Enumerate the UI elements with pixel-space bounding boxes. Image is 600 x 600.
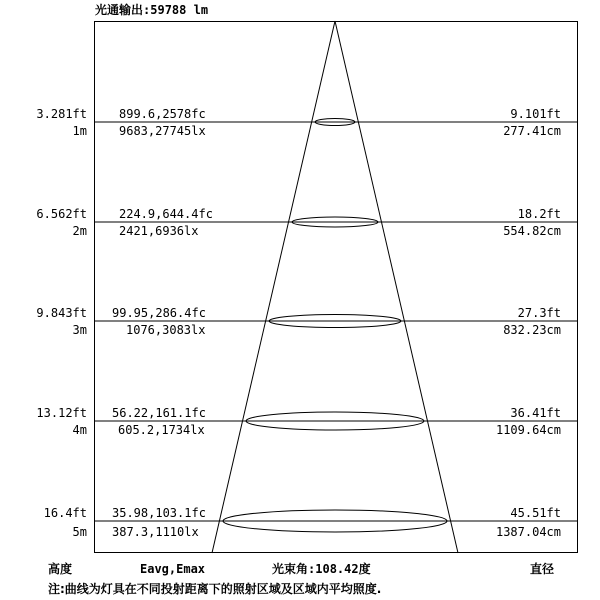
footnote: 注:曲线为灯具在不同投射距离下的照射区域及区域内平均照度. — [48, 582, 382, 596]
distance-row — [36, 107, 578, 138]
diameter-cm: 1109.64cm — [495, 423, 561, 437]
beam-angle — [272, 561, 371, 576]
diameter-ft: 9.101ft — [510, 107, 561, 121]
diameter-cm: 554.82cm — [503, 224, 561, 238]
height-ft: 16.4ft — [43, 506, 87, 520]
height-m: 1m — [72, 124, 87, 138]
height-m: 3m — [72, 323, 87, 337]
diameter-ft: 27.3ft — [517, 306, 561, 320]
eavg-emax-column-label: Eavg,Emax — [140, 562, 206, 576]
diameter-cm: 832.23cm — [503, 323, 561, 337]
height-ft: 9.843ft — [36, 306, 87, 320]
diameter-cm: 277.41cm — [503, 124, 561, 138]
cone-right-edge — [335, 21, 458, 553]
height-ft: 3.281ft — [36, 107, 87, 121]
height-ft: 13.12ft — [36, 406, 87, 420]
distance-row — [36, 306, 578, 337]
eavg-emax-fc: 56.22,161.1fc — [112, 406, 206, 420]
distance-row — [44, 506, 578, 539]
flux-output — [95, 2, 208, 17]
flux-value: :59788 lm — [143, 3, 209, 17]
height-m: 4m — [72, 423, 87, 437]
eavg-emax-fc: 35.98,103.1fc — [112, 506, 206, 520]
eavg-emax-fc: 99.95,286.4fc — [112, 306, 206, 320]
height-m: 5m — [72, 525, 87, 539]
eavg-emax-fc: 899.6,2578fc — [119, 107, 206, 121]
diagram-frame — [95, 22, 578, 553]
diameter-ft: 36.41ft — [510, 406, 561, 420]
diameter-ft: 45.51ft — [510, 506, 561, 520]
eavg-emax-lx: 9683,27745lx — [119, 124, 206, 138]
height-ft: 6.562ft — [36, 207, 87, 221]
beam-angle-label: 光束角 — [272, 562, 309, 576]
diameter-cm: 1387.04cm — [495, 525, 561, 539]
eavg-emax-lx: 605.2,1734lx — [118, 423, 205, 437]
height-column-label: 高度 — [48, 562, 73, 576]
beam-angle-value: :108.42度 — [308, 562, 371, 576]
height-m: 2m — [72, 224, 87, 238]
eavg-emax-lx: 1076,3083lx — [126, 323, 206, 337]
eavg-emax-lx: 387.3,1110lx — [112, 525, 199, 539]
diameter-column-label: 直径 — [530, 562, 555, 576]
flux-label: 光通输出 — [95, 3, 144, 17]
eavg-emax-fc: 224.9,644.4fc — [119, 207, 213, 221]
distance-row — [36, 406, 578, 437]
eavg-emax-lx: 2421,6936lx — [119, 224, 199, 238]
cone-left-edge — [212, 21, 335, 553]
distance-row — [36, 207, 578, 238]
diameter-ft: 18.2ft — [517, 207, 561, 221]
